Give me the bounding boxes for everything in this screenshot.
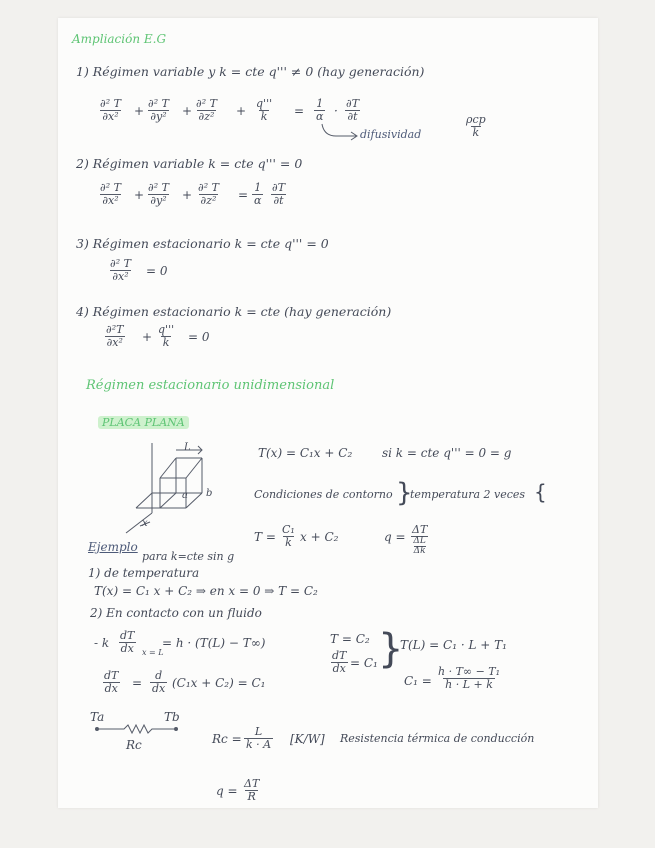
difusividad-label: difusividad (360, 128, 422, 141)
sys-eq-1: T = C₂ (330, 632, 370, 646)
eq3-term-1: $\frac{\text{∂² T}}{\text{∂x²}}$ (110, 257, 131, 283)
sys-derivative: $\frac{dT}{dx}$ (332, 649, 347, 675)
fig-label-x: x (142, 518, 148, 529)
plus-sign: + (142, 330, 153, 344)
fig-label-b: b (206, 488, 213, 499)
equals-sign: = (294, 104, 305, 118)
regime-2-title: 2) Régimen variable k = cte q''' = 0 (76, 156, 303, 171)
eq1-term-1: $\frac{\text{∂² T}}{\text{∂x²}}$ (100, 97, 121, 123)
bc-derivative: $\frac{dT}{dx}$ (120, 629, 135, 655)
plus-sign: + (134, 104, 145, 118)
rc-fraction: $\frac{L}{k \cdot A}$ (246, 725, 272, 751)
c1-fraction: $\frac{\text{h · T∞ − T₁}}{h \cdot L + k}$ (438, 665, 501, 691)
t-rest: x + C₂ (300, 530, 339, 544)
eq2-term-6: $\frac{\partial T}{\partial t}$ (272, 181, 286, 207)
regime-4-title: 4) Régimen estacionario k = cte (hay generación) (76, 304, 392, 319)
eq3-rhs: = 0 (146, 264, 168, 278)
rc-lhs: Rc = (212, 732, 242, 746)
bc-prefix: - k (94, 636, 110, 650)
eq2-term-1: $\frac{\text{∂² T}}{\text{∂x²}}$ (100, 181, 121, 207)
eq1-term-6: $\frac{\partial T}{\partial t}$ (346, 97, 360, 123)
arrow-icon (320, 122, 360, 142)
q-resistance-lhs: q = (216, 784, 238, 798)
bc-subscript: x = L (142, 648, 164, 657)
q-fraction: ΔT ΔL Δk (412, 523, 428, 556)
tb-label: Tb (164, 710, 180, 724)
eq2-term-2: $\frac{\text{∂² T}}{\text{∂y²}}$ (148, 181, 169, 207)
eq1-term-5: $\frac{1}{\alpha}$ (316, 97, 324, 123)
ta-label: Ta (90, 710, 105, 724)
eq4-term-1: $\frac{\text{∂²T}}{\text{∂x²}}$ (106, 323, 124, 349)
t-lhs: T = (254, 530, 276, 544)
rho-cp-over-k: ρcp k (466, 113, 486, 139)
ejemplo-step-2: 2) En contacto con un fluido (90, 606, 262, 620)
c1-over-k: $\frac{\text{C₁}}{k}$ (282, 523, 295, 549)
fig-label-a: a (182, 490, 188, 501)
temperature-two-times: temperatura 2 veces (410, 488, 526, 501)
sys-eq-2: = C₁ (350, 656, 378, 670)
d1-derivative: $\frac{dT}{dx}$ (104, 669, 119, 695)
plus-sign: + (182, 188, 193, 202)
eq1-term-4: $\frac{q'''}{k}$ (256, 97, 273, 123)
tx-condition: si k = cte q''' = 0 = g (382, 446, 512, 460)
plate-diagram (120, 438, 230, 548)
ejemplo-label: Ejemplo (88, 540, 138, 554)
bc-rhs: = h · (T(L) − T∞) (162, 636, 266, 650)
q-resistance-fraction: $\frac{\Delta T}{R}$ (244, 777, 260, 803)
notebook-page (58, 18, 598, 808)
ejemplo-conditions: para k=cte sin g (142, 550, 235, 563)
ejemplo-step-1-eq: T(x) = C₁ x + C₂ ⇒ en x = 0 ⇒ T = C₂ (94, 584, 318, 598)
regime-1-title: 1) Régimen variable y k = cte q''' ≠ 0 (hay generación) (76, 64, 425, 79)
ejemplo-step-1: 1) de temperatura (88, 566, 200, 580)
c1-lhs: C₁ = (404, 674, 432, 688)
page-title: Ampliación E.G (72, 32, 167, 46)
d2-derivative: $\frac{d}{dx}$ (152, 669, 166, 695)
equals-sign: = (238, 188, 249, 202)
eq2-term-5: $\frac{1}{\alpha}$ (254, 181, 262, 207)
eq1-term-2: $\frac{\text{∂² T}}{\text{∂y²}}$ (148, 97, 169, 123)
units-label: [K/W] (290, 732, 325, 746)
resistance-description: Resistencia térmica de conducción (340, 732, 535, 745)
tx-equation: T(x) = C₁x + C₂ (258, 446, 353, 460)
plus-sign: + (236, 104, 247, 118)
fig-label-L: L (184, 442, 191, 453)
brace: } (378, 626, 404, 672)
eq4-term-4: $\frac{q'''}{k}$ (158, 323, 175, 349)
tl-equation: T(L) = C₁ · L + T₁ (400, 638, 507, 652)
contorno-label: Condiciones de contorno (254, 488, 393, 501)
dot-sign: · (334, 104, 338, 118)
plus-sign: + (134, 188, 145, 202)
rc-label: Rc (126, 738, 142, 752)
plus-sign: + (182, 104, 193, 118)
placa-plana-label: PLACA PLANA (98, 416, 189, 429)
regime-3-title: 3) Régimen estacionario k = cte q''' = 0 (76, 236, 329, 251)
eq1-term-3: $\frac{\text{∂² T}}{\text{∂z²}}$ (196, 97, 217, 123)
eq4-rhs: = 0 (188, 330, 210, 344)
equals-sign: = (132, 676, 143, 690)
brace: } (396, 478, 413, 508)
d-rest: (C₁x + C₂) = C₁ (172, 676, 266, 690)
eq2-term-3: $\frac{\text{∂² T}}{\text{∂z²}}$ (198, 181, 219, 207)
brace: { (534, 480, 547, 504)
section-title: Régimen estacionario unidimensional (86, 378, 335, 393)
q-lhs: q = (384, 530, 406, 544)
resistor-icon (94, 722, 184, 736)
